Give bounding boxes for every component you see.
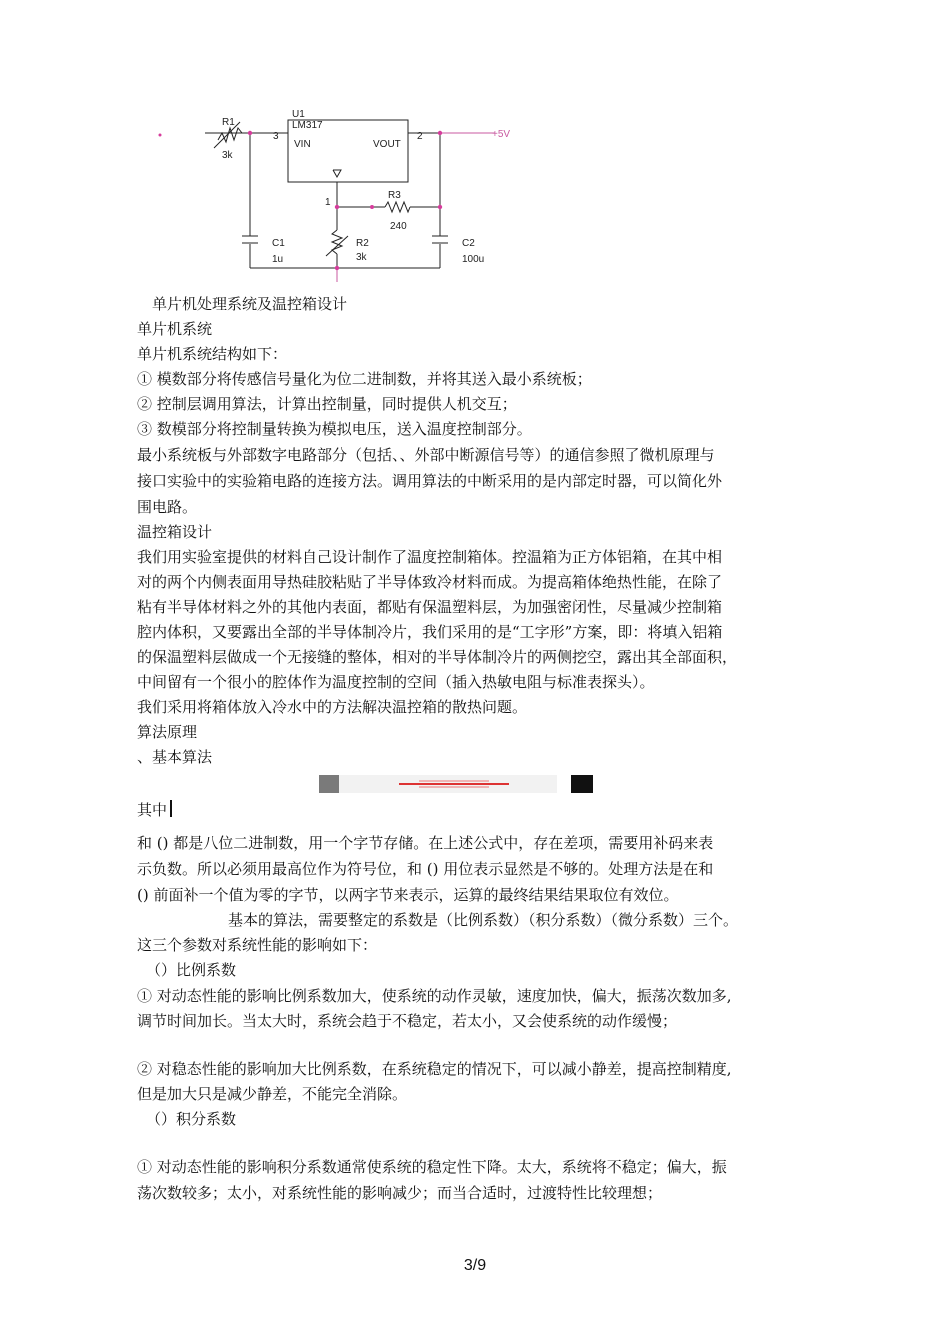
list-item: ① 对动态性能的影响积分系数通常使系统的稳定性下降。太大，系统将不稳定；偏大，振 [137, 1158, 727, 1176]
r2-value: 3k [356, 252, 367, 263]
list-item: 荡次数较多；太小，对系统性能的影响减少；而当合适时，过渡特性比较理想； [137, 1184, 663, 1202]
text-cursor [170, 800, 172, 817]
r3-value: 240 [390, 221, 407, 232]
paragraph-line: 我们用实验室提供的材料自己设计制作了温度控制箱体。控温箱为正方体铝箱，在其中相 [137, 548, 723, 566]
pin2-label: 2 [417, 131, 423, 142]
r2-label: R2 [356, 238, 369, 249]
paragraph-line: 对的两个内侧表面用导热硅胶粘贴了半导体致冷材料而成。为提高箱体绝热性能，在除了 [137, 573, 723, 591]
lm317-regulator-circuit-diagram [140, 100, 540, 285]
paragraph-line [137, 798, 172, 823]
c1-value: 1u [272, 254, 284, 265]
formula-image [319, 775, 593, 793]
paragraph-line: 围电路。 [137, 498, 198, 516]
section-title-mcu-and-box: 单片机处理系统及温控箱设计 [137, 295, 348, 313]
heading-algorithm-principle: 算法原理 [137, 723, 198, 741]
paragraph-line: 示负数。所以必须用最高位作为符号位，和 () 用位表示显然是不够的。处理方法是在和 [137, 860, 714, 878]
paragraph-line: 我们采用将箱体放入冷水中的方法解决温控箱的散热问题。 [137, 698, 528, 716]
pin3-label: 3 [273, 131, 279, 142]
u1-label: U1 [292, 109, 305, 120]
list-item: ② 对稳态性能的影响加大比例系数，在系统稳定的情况下，可以减小静差，提高控制精度, [137, 1060, 732, 1078]
paragraph-line: 最小系统板与外部数字电路部分（包括、、外部中断源信号等）的通信参照了微机原理与 [137, 446, 715, 464]
paragraph-line: 这三个参数对系统性能的影响如下： [137, 936, 378, 954]
list-item: 但是加大只是减少静差，不能完全消除。 [137, 1085, 408, 1103]
list-item: ② 控制层调用算法，计算出控制量，同时提供人机交互； [137, 395, 517, 413]
vin-label: VIN [294, 139, 311, 150]
heading-basic-algorithm: 、基本算法 [137, 748, 213, 766]
page-number: 3/9 [463, 1257, 487, 1274]
list-item: ① 对动态性能的影响比例系数加大，使系统的动作灵敏，速度加快，偏大，振荡次数加多, [137, 987, 732, 1005]
paragraph-line: 腔内体积，又要露出全部的半导体制冷片，我们采用的是“工字形”方案，即：将填入铝箱 [137, 623, 723, 641]
c2-value: 100u [462, 254, 485, 265]
list-item: ① 模数部分将传感信号量化为位二进制数，并将其送入最小系统板； [137, 370, 592, 388]
c1-label: C1 [272, 238, 285, 249]
pin1-label: 1 [325, 197, 331, 208]
text-span: 其中 [137, 801, 168, 819]
plus5v-label: +5V [492, 129, 511, 140]
paragraph-line: 中间留有一个很小的腔体作为温度控制的空间（插入热敏电阻与标准表探头）。 [137, 673, 655, 691]
heading-integral-coefficient: （）积分系数 [146, 1110, 237, 1128]
heading-mcu-system: 单片机系统 [137, 320, 213, 338]
r1-value: 3k [222, 150, 233, 161]
lm317-label: LM317 [292, 120, 323, 131]
heading-temp-box-design: 温控箱设计 [137, 523, 213, 541]
paragraph-line: 和 () 都是八位二进制数，用一个字节存储。在上述公式中，存在差项，需要用补码来表 [137, 834, 714, 852]
paragraph-line: 基本的算法，需要整定的系数是（比例系数）（积分系数）（微分系数）三个。 [228, 911, 739, 929]
r3-label: R3 [388, 190, 401, 201]
c2-label: C2 [462, 238, 475, 249]
list-item: ③ 数模部分将控制量转换为模拟电压，送入温度控制部分。 [137, 420, 532, 438]
paragraph-line: 接口实验中的实验箱电路的连接方法。调用算法的中断采用的是内部定时器，可以简化外 [137, 472, 723, 490]
paragraph-line: 的保温塑料层做成一个无接缝的整体，相对的半导体制冷片的两侧挖空，露出其全部面积， [137, 648, 738, 666]
heading-proportional-coefficient: （）比例系数 [146, 961, 237, 979]
paragraph-line: () 前面补一个值为零的字节，以两字节来表示，运算的最终结果结果取位有效位。 [137, 886, 679, 904]
vout-label: VOUT [373, 139, 401, 150]
r1-label: R1 [222, 117, 235, 128]
list-item: 调节时间加长。当太大时，系统会趋于不稳定，若太小，又会使系统的动作缓慢； [137, 1012, 678, 1030]
paragraph-line: 粘有半导体材料之外的其他内表面，都贴有保温塑料层，为加强密闭性，尽量减少控制箱 [137, 598, 723, 616]
paragraph-line: 单片机系统结构如下： [137, 345, 288, 363]
